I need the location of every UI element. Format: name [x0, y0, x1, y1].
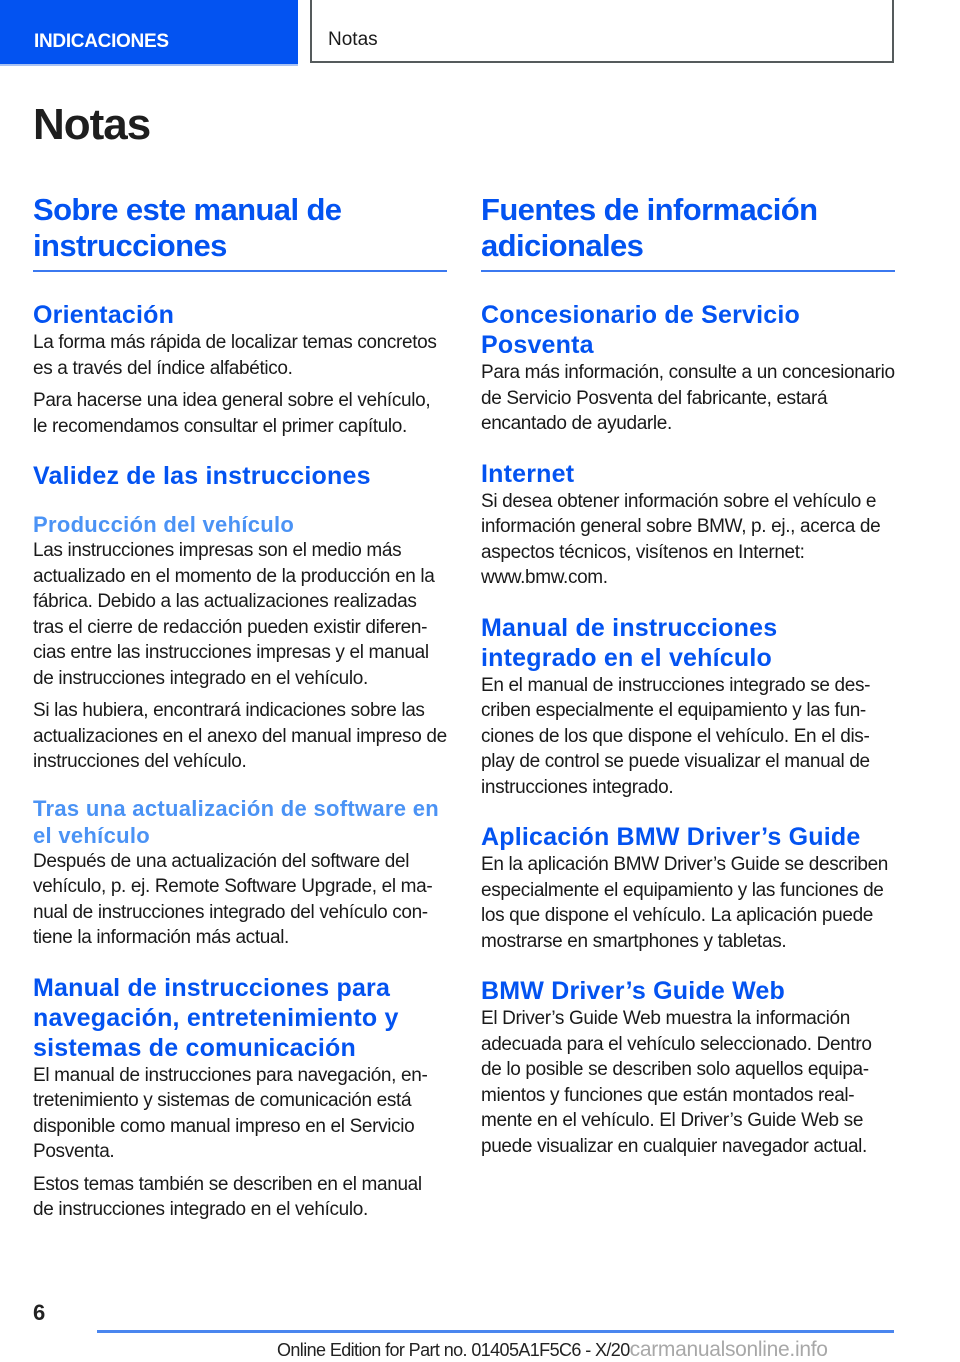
paragraph: El manual de instrucciones para navegación, entretenimiento y sistemas de comunicación está disponible como manual impreso en el Servicio Posventa. [33, 1064, 428, 1162]
paragraph: Estos temas también se describen en el manual de instrucciones integrado en el vehículo. [33, 1173, 422, 1220]
watermark: carmanualsonline.info [629, 1338, 828, 1361]
left-column [33, 192, 447, 1223]
section-heading-about-manual: Sobre este manual de instrucciones [33, 192, 447, 272]
heading-navegacion: Manual de instrucciones para navegación, entretenimiento y sistemas de comunicación [33, 973, 399, 1062]
page-title: Notas [33, 100, 151, 149]
section-tab-label: INDICACIONES [34, 31, 169, 52]
paragraph: En el manual de instrucciones integrado se describen especialmente el equipamiento y las funciones de los que dispone el vehículo. En el display de control se puede visualizar el manual de instrucciones integrado. [481, 674, 871, 798]
heading-drivers-guide-app: Aplicación BMW Driver’s Guide [481, 823, 861, 851]
edition-text: Online Edition for Part no. 01405A1F5C6 - X/20 [277, 1340, 630, 1360]
heading-validez: Validez de las instrucciones [33, 462, 371, 490]
paragraph: Para hacerse una idea general sobre el vehículo, le recomendamos consultar el primer capítulo. [33, 390, 431, 437]
footer-rule [97, 1330, 894, 1333]
chapter-header [310, 0, 894, 63]
paragraph: Si desea obtener información sobre el vehículo e información general sobre BMW, p. ej., acerca de aspectos técnicos, visítenos en Internet: www.bmw.com. [481, 490, 881, 588]
paragraph: En la aplicación BMW Driver’s Guide se describen especialmente el equipamiento y las funciones de los que dispone el vehículo. La aplicación puede mostrarse en smartphones y tabletas. [481, 854, 889, 952]
section-heading-additional-sources: Fuentes de información adicionales [481, 192, 895, 272]
paragraph: Después de una actualización del software del vehículo, p. ej. Remote Software Upgrade, el manual de instrucciones integrado del vehículo contiene la información más actual. [33, 850, 433, 948]
chapter-title: Notas [328, 29, 378, 50]
paragraph: La forma más rápida de localizar temas concretos es a través del índice alfabético. [33, 332, 437, 379]
right-column [481, 192, 895, 1159]
paragraph: Si las hubiera, encontrará indicaciones sobre las actualizaciones en el anexo del manual impreso de instrucciones del vehículo. [33, 700, 447, 772]
heading-internet: Internet [481, 459, 575, 488]
page-number: 6 [33, 1300, 46, 1325]
heading-manual-integrado: Manual de instrucciones integrado en el vehículo [481, 613, 778, 672]
heading-drivers-guide-web: BMW Driver’s Guide Web [481, 977, 785, 1005]
paragraph: Para más información, consulte a un concesionario de Servicio Posventa del fabricante, estará encantado de ayudarle. [481, 362, 895, 434]
paragraph: El Driver’s Guide Web muestra la información adecuada para el vehículo seleccionado. Dentro de lo posible se describen solo aquellos equipamientos y funciones que están montados realmente en el vehículo. El Driver’s Guide Web se puede visualizar en cualquier navegador actual. [481, 1008, 872, 1157]
footer-edition [277, 1338, 828, 1362]
heading-software-update: Tras una actualización de software en el vehículo [33, 795, 440, 848]
section-tab [0, 0, 298, 66]
heading-concesionario: Concesionario de Servicio Posventa [481, 301, 800, 359]
heading-orientacion: Orientación [33, 301, 175, 329]
heading-produccion: Producción del vehículo [33, 512, 295, 537]
paragraph: Las instrucciones impresas son el medio más actualizado en el momento de la producción en la fábrica. Debido a las actualizaciones realizadas tras el cierre de redacción pueden existir diferencias entre las instrucciones impresas y el manual de instrucciones integrado en el vehículo. [33, 540, 435, 689]
